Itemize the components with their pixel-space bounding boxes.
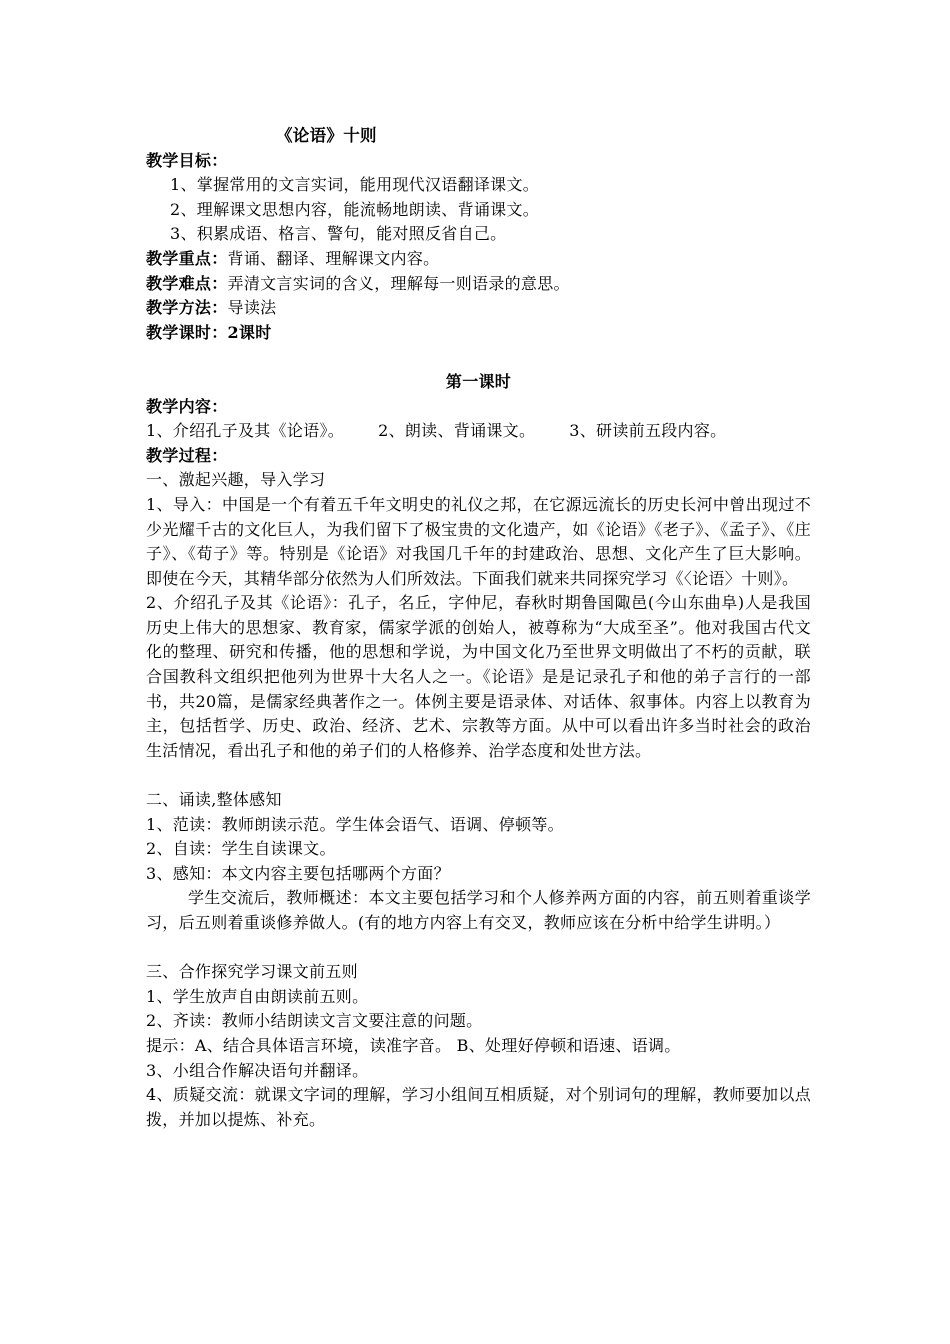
document-page <box>146 124 811 1132</box>
list-item: 1、范读：教师朗读示范。学生体会语气、语调、停顿等。 <box>146 814 564 834</box>
spacer <box>146 936 811 961</box>
list-item: 提示：A、结合具体语言环境，读准字音。 B、处理好停顿和语速、语调。 <box>146 1035 681 1055</box>
list-item: 1、学生放声自由朗读前五则。 <box>146 986 369 1006</box>
goals-label: 教学目标： <box>146 150 228 170</box>
list-item: 3、感知：本文内容主要包括哪两个方面？ <box>146 863 450 883</box>
difficulty-text: 弄清文言实词的含义，理解每一则语录的意思。 <box>227 273 570 293</box>
method-text: 导读法 <box>227 298 277 318</box>
goal-item: 2、理解课文思想内容，能流畅地朗读、背诵课文。 <box>170 199 540 219</box>
spacer <box>146 763 811 788</box>
method-row <box>146 296 811 321</box>
section-title: 三、合作探究学习课文前五则 <box>146 962 358 982</box>
lesson-heading: 第一课时 <box>445 371 512 391</box>
spacer <box>146 345 811 370</box>
goal-item: 3、积累成语、格言、警句，能对照反省自己。 <box>170 224 507 244</box>
method-label: 教学方法： <box>146 298 228 318</box>
paragraph: 4、质疑交流：就课文字词的理解，学习小组间互相质疑，对个别词句的理解，教师要加以点拨，并加以提炼、补充。 <box>146 1085 811 1129</box>
content-items-row <box>146 419 811 444</box>
key-points-text: 背诵、翻译、理解课文内容。 <box>227 248 440 268</box>
key-points-row <box>146 247 811 272</box>
content-item: 2、朗读、背诵课文。 <box>378 421 536 441</box>
paragraph: 2、介绍孔子及其《论语》：孔子，名丘，字仲尼，春秋时期鲁国陬邑(今山东曲阜)人是我国历史上伟大的思想家、教育家，儒家学派的创始人，被尊称为“大成至圣”。他对我国古代文化的整理、研究和传播，他的思想和学说，为中国文化乃至世界文明做出了不朽的贡献，联合国教科文组织把他列为世界十大名人之一。《论语》是是记录孔子和他的弟子言行的一部书，共20篇，是儒家经典著作之一。体例主要是语录体、对话体、叙事体。内容上以教育为主，包括哲学、历史、政治、经济、艺术、宗教等方面。从中可以看出许多当时社会的政治生活情况，看出孔子和他的弟子们的人格修养、治学态度和处世方法。 <box>146 593 811 760</box>
class-hours: 教学课时：2课时 <box>146 322 272 342</box>
content-label: 教学内容： <box>146 396 228 416</box>
difficulty-row <box>146 272 811 297</box>
list-item: 2、自读：学生自读课文。 <box>146 839 336 859</box>
difficulty-label: 教学难点： <box>146 273 228 293</box>
process-label: 教学过程： <box>146 445 228 465</box>
key-points-label: 教学重点： <box>146 248 228 268</box>
document-title: 《论语》十则 <box>276 126 377 145</box>
content-item: 3、研读前五段内容。 <box>569 421 727 441</box>
paragraph: 学生交流后，教师概述：本文主要包括学习和个人修养两方面的内容，前五则着重谈学习，后五则着重谈修养做人。(有的地方内容上有交叉，教师应该在分析中给学生讲明。） <box>146 888 811 932</box>
section-title: 二、诵读,整体感知 <box>146 790 282 810</box>
content-item: 1、介绍孔子及其《论语》。 <box>146 421 345 441</box>
paragraph: 1、导入：中国是一个有着五千年文明史的礼仪之邦，在它源远流长的历史长河中曾出现过不少光耀千古的文化巨人，为我们留下了极宝贵的文化遗产，如《论语》《老子》、《孟子》、《庄子》、《荀子》等。特别是《论语》对我国几千年的封建政治、思想、文化产生了巨大影响。即使在今天，其精华部分依然为人们所效法。下面我们就来共同探究学习《〈论语〉十则》。 <box>146 494 811 588</box>
goal-item: 1、掌握常用的文言实词，能用现代汉语翻译课文。 <box>170 175 540 195</box>
list-item: 2、齐读：教师小结朗读文言文要注意的问题。 <box>146 1011 483 1031</box>
list-item: 3、小组合作解决语句并翻译。 <box>146 1060 369 1080</box>
section-title: 一、激起兴趣，导入学习 <box>146 470 326 490</box>
